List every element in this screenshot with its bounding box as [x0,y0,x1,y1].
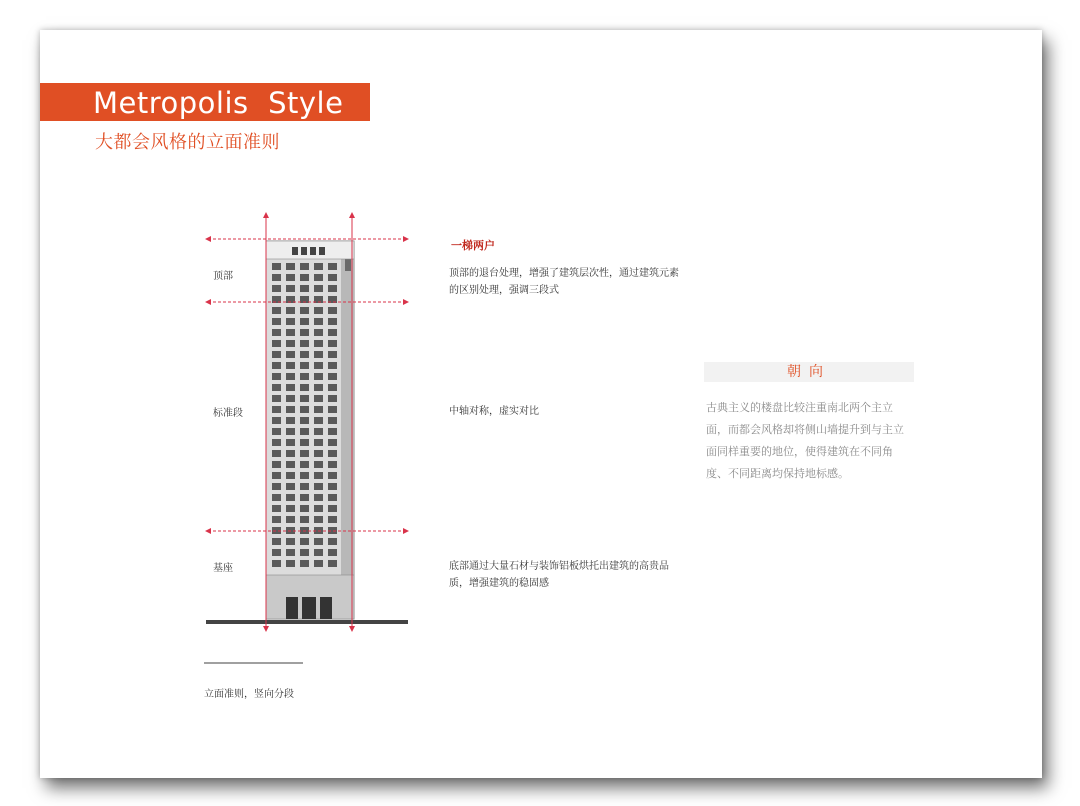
facade-window [286,450,295,457]
facade-window [328,505,337,512]
facade-window [286,428,295,435]
facade-window [328,483,337,490]
facade-window [300,384,309,391]
label-base: 基座 [213,563,233,574]
facade-window [328,450,337,457]
footer-note: 立面准则，竖向分段 [204,689,294,700]
facade-window [328,307,337,314]
facade-window [286,384,295,391]
facade-window [314,439,323,446]
facade-window [300,494,309,501]
facade-window [314,483,323,490]
facade-window [272,549,281,556]
footer-divider [204,662,303,664]
facade-window [328,428,337,435]
facade-window [272,362,281,369]
facade-window [272,373,281,380]
facade-window [314,340,323,347]
facade-window [272,516,281,523]
facade-window [272,417,281,424]
facade-window [286,362,295,369]
layout-heading: 一梯两户 [451,239,495,252]
facade-window [272,307,281,314]
facade-window [300,373,309,380]
facade-window [314,373,323,380]
facade-window [328,340,337,347]
facade-window [286,395,295,402]
facade-window [328,494,337,501]
facade-window [328,384,337,391]
facade-window [314,307,323,314]
standard-description: 中轴对称，虚实对比 [449,406,539,417]
facade-window [328,406,337,413]
facade-window [272,263,281,270]
facade-window [328,285,337,292]
facade-window [286,318,295,325]
facade-window [314,285,323,292]
facade-window [272,340,281,347]
facade-window [272,406,281,413]
facade-window [300,560,309,567]
facade-window [286,483,295,490]
facade-window [314,384,323,391]
facade-window [328,373,337,380]
facade-window [314,516,323,523]
facade-window [314,329,323,336]
facade-window [314,461,323,468]
facade-window [300,439,309,446]
page-subtitle: 大都会风格的立面准则 [95,132,280,153]
facade-window [286,340,295,347]
facade-window [272,494,281,501]
facade-window [300,461,309,468]
facade-window [272,538,281,545]
facade-window [286,329,295,336]
facade-window [314,472,323,479]
facade-window [314,560,323,567]
facade-window [272,560,281,567]
facade-window [286,263,295,270]
facade-window [314,263,323,270]
facade-window [286,560,295,567]
facade-window [300,549,309,556]
facade-window [328,417,337,424]
facade-window [286,406,295,413]
facade-window [314,351,323,358]
facade-window [328,439,337,446]
facade-window [272,439,281,446]
facade-window [328,263,337,270]
base-description: 底部通过大量石材与装饰铝板烘托出建筑的高贵品质，增强建筑的稳固感 [449,561,669,589]
facade-window [272,329,281,336]
facade-window [286,373,295,380]
facade-window [272,483,281,490]
building-tower [266,241,354,619]
facade-window [314,494,323,501]
facade-window [300,516,309,523]
facade-window [300,307,309,314]
page-title: Metropolis Style [93,86,344,120]
orientation-heading: 朝向 [704,362,914,382]
facade-window [300,362,309,369]
facade-window [272,351,281,358]
facade-window [328,274,337,281]
facade-window [328,516,337,523]
facade-window [272,472,281,479]
facade-window [286,439,295,446]
facade-window [300,351,309,358]
facade-window [328,329,337,336]
facade-window [300,395,309,402]
facade-window [286,417,295,424]
facade-window [328,362,337,369]
facade-window [300,329,309,336]
facade-window [328,351,337,358]
facade-window [286,461,295,468]
facade-window [314,428,323,435]
facade-window [286,472,295,479]
facade-window [328,549,337,556]
facade-window [328,538,337,545]
facade-window [314,395,323,402]
facade-window [286,285,295,292]
facade-window [286,494,295,501]
facade-window [272,384,281,391]
facade-window [300,340,309,347]
facade-window [300,538,309,545]
facade-window [300,472,309,479]
facade-window [314,417,323,424]
facade-window [300,285,309,292]
facade-window [272,318,281,325]
facade-window [286,307,295,314]
facade-window [272,285,281,292]
facade-window [314,362,323,369]
facade-window [328,472,337,479]
facade-window [300,483,309,490]
facade-window [272,395,281,402]
facade-window [328,318,337,325]
facade-window [286,351,295,358]
facade-window [314,549,323,556]
facade-window [328,461,337,468]
facade-window [272,461,281,468]
facade-window [286,274,295,281]
facade-window [300,428,309,435]
facade-window [314,505,323,512]
building-elevation-diagram [200,205,420,635]
facade-window [272,274,281,281]
facade-window [314,274,323,281]
facade-window [286,516,295,523]
orientation-text: 古典主义的楼盘比较注重南北两个主立面，而都会风格却将侧山墙提升到与主立面同样重要的地位，使得建筑在不同角度、不同距离均保持地标感。 [706,401,904,480]
facade-window [300,263,309,270]
facade-window [328,560,337,567]
facade-window [286,538,295,545]
facade-window [314,538,323,545]
label-top: 顶部 [213,271,233,282]
facade-window [300,318,309,325]
facade-window [328,395,337,402]
facade-window [286,549,295,556]
facade-window [272,505,281,512]
facade-window [300,274,309,281]
label-standard: 标准段 [213,408,243,419]
ground-line [206,620,408,624]
facade-window [314,318,323,325]
facade-window [300,406,309,413]
facade-window [300,505,309,512]
top-description: 顶部的退台处理，增强了建筑层次性，通过建筑元素的区别处理，强调三段式 [449,268,679,296]
facade-window [300,450,309,457]
facade-window [314,450,323,457]
facade-window [300,417,309,424]
facade-window [286,505,295,512]
facade-window [272,450,281,457]
facade-window [272,428,281,435]
facade-window [314,406,323,413]
